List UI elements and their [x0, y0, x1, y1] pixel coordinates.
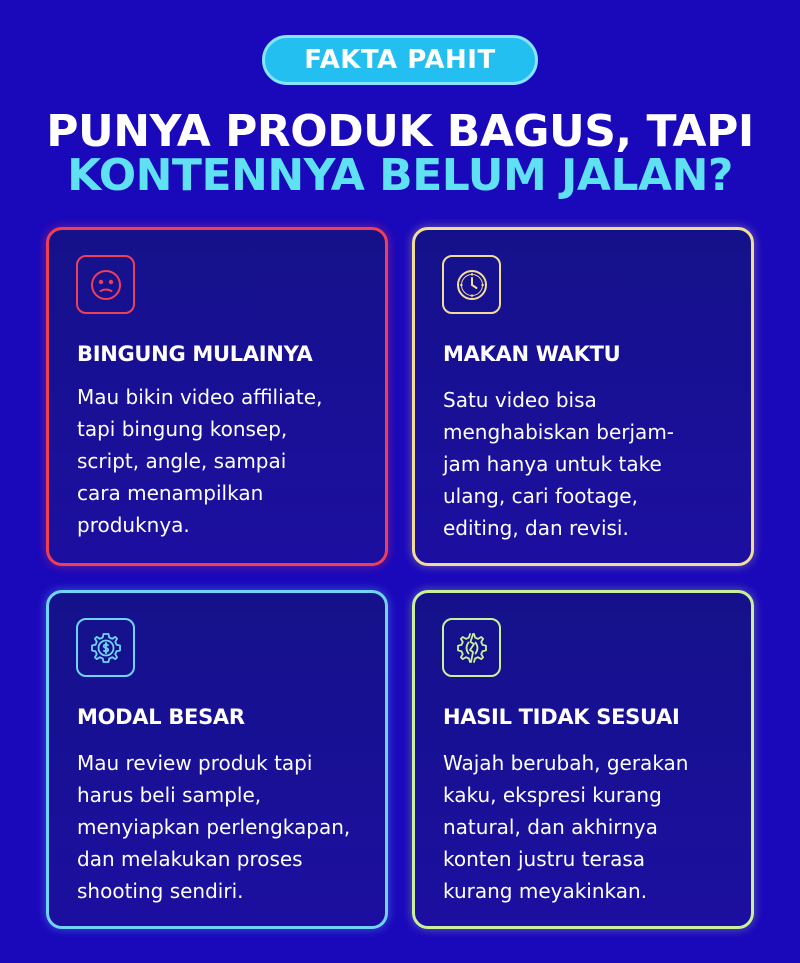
card-modal-besar	[46, 590, 388, 929]
card-hasil-tidak-sesuai	[412, 590, 754, 929]
headline-line-2: KONTENNYA BELUM JALAN?	[67, 150, 733, 201]
broken-gear-icon	[442, 618, 501, 677]
badge: FAKTA PAHIT	[262, 35, 538, 85]
card-title: MODAL BESAR	[77, 705, 245, 729]
card-title: HASIL TIDAK SESUAI	[443, 705, 680, 729]
confused-face-icon	[76, 255, 135, 314]
card-description: Mau review produk tapi harus beli sample, menyiapkan perlengkapan, dan melakukan proses shooting sendiri.	[77, 751, 351, 903]
card-description: Mau bikin video affiliate, tapi bingung konsep, script, angle, sampai cara menampilkan produknya.	[77, 385, 323, 537]
card-description: Wajah berubah, gerakan kaku, ekspresi kurang natural, dan akhirnya konten justru terasa kurang meyakinkan.	[443, 751, 689, 903]
card-bingung-mulainya	[46, 227, 388, 566]
clock-icon	[442, 255, 501, 314]
card-makan-waktu	[412, 227, 754, 566]
card-description: Satu video bisa menghabiskan berjam- jam hanya untuk take ulang, cari footage, editing, dan revisi.	[443, 388, 675, 540]
money-gear-icon	[76, 618, 135, 677]
headline-line-1: PUNYA PRODUK BAGUS, TAPI	[46, 106, 754, 157]
card-title: BINGUNG MULAINYA	[77, 342, 313, 366]
card-title: MAKAN WAKTU	[443, 342, 621, 366]
